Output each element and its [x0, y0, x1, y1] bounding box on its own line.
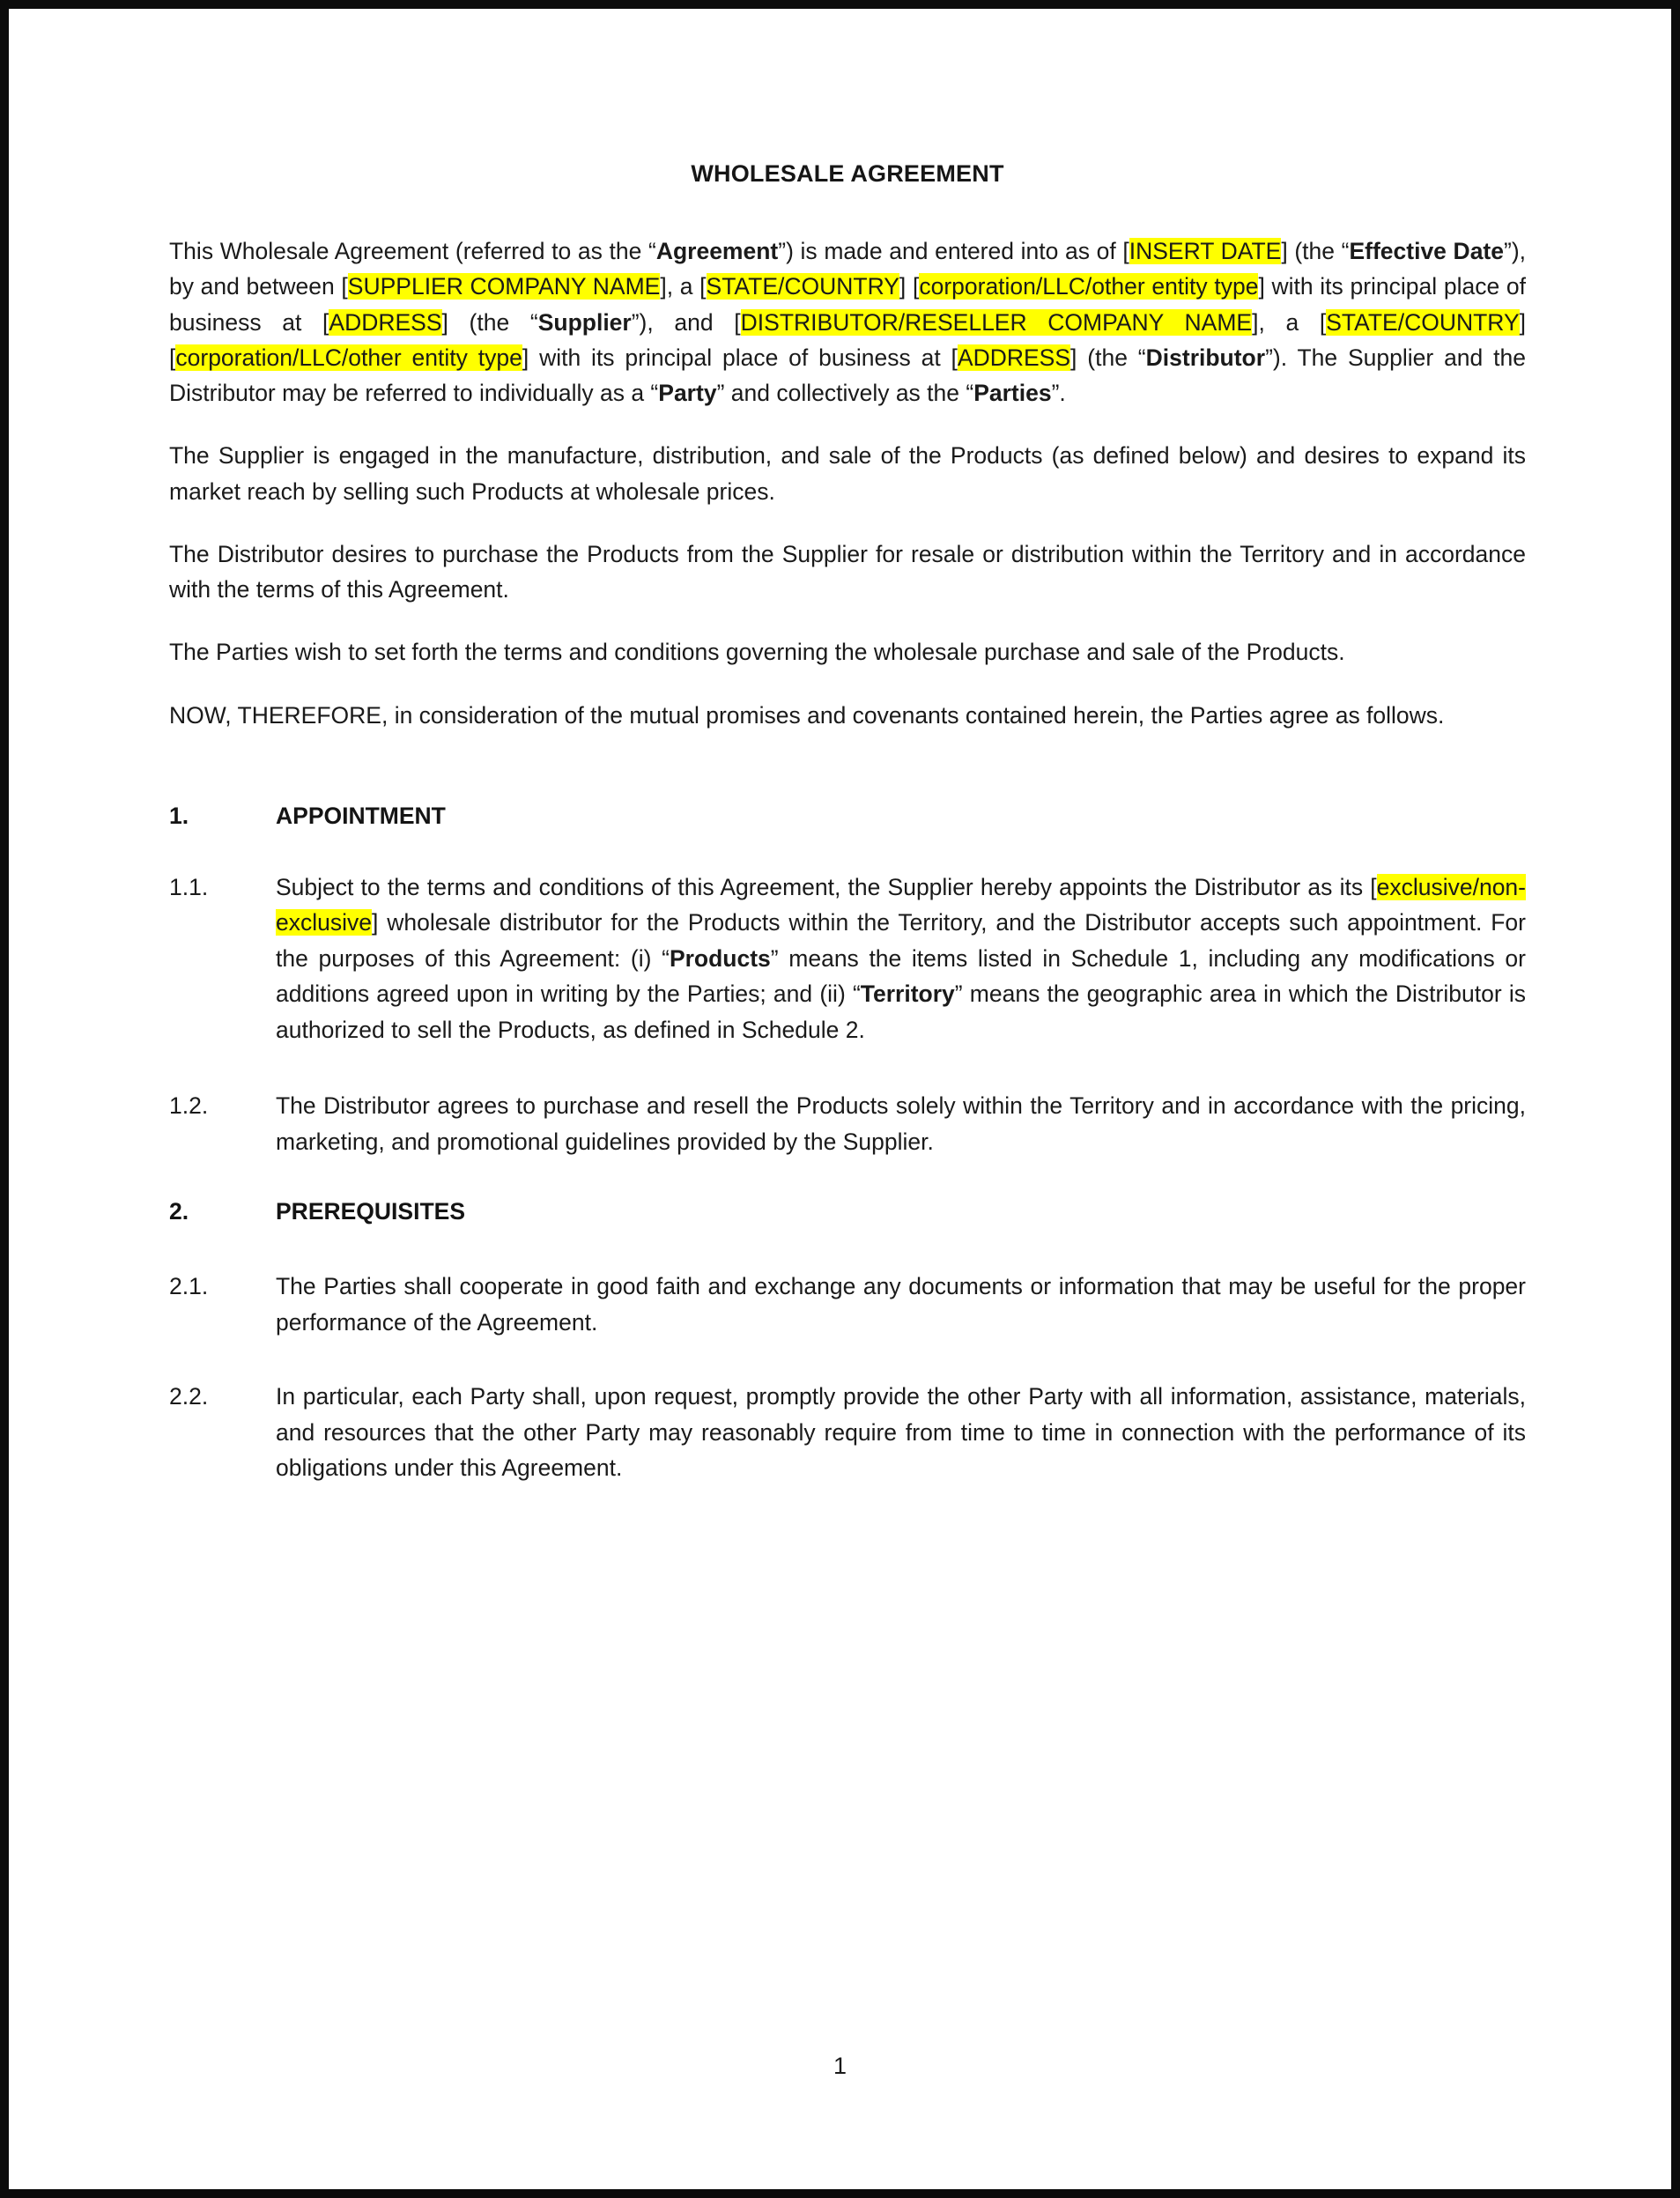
- placeholder-supplier-entity-type[interactable]: corporation/LLC/other entity type: [919, 273, 1259, 300]
- term-parties: Parties: [973, 380, 1052, 407]
- placeholder-distributor-address[interactable]: ADDRESS: [957, 344, 1071, 371]
- spacer-before-clause-1-1: [169, 834, 1526, 870]
- clause-item-2-1: [169, 1269, 1526, 1340]
- preamble-paragraph-3: The Distributor desires to purchase the Products from the Supplier for resale or distribution within the Territory and in accordance with the terms of this Agreement.: [169, 540, 1526, 603]
- clause-number-1: 1.: [169, 802, 189, 829]
- clause-number-2-1: 2.1.: [169, 1273, 209, 1300]
- preamble-paragraph-2: The Supplier is engaged in the manufacture, distribution, and sale of the Products (as defined below) and desires to expand its market reach by selling such Products at wholesale prices.: [169, 442, 1526, 505]
- clause-number-2-2: 2.2.: [169, 1383, 209, 1410]
- page-sheet: [9, 9, 1671, 2189]
- preamble-p1-s12: ] with its principal place of business at [: [522, 344, 958, 371]
- clause-item-1-2: [169, 1088, 1526, 1159]
- preamble-paragraph-4: The Parties wish to set forth the terms and conditions governing the wholesale purchase and sale of the Products.: [169, 639, 1345, 666]
- placeholder-insert-date[interactable]: INSERT DATE: [1129, 238, 1282, 264]
- clause-1-1-s1: Subject to the terms and conditions of this Agreement, the Supplier hereby appoints the Distributor as its [: [276, 873, 1377, 900]
- preamble-paragraph-1: [169, 233, 1526, 411]
- preamble-p1-s7: ] with its principal place of business at [: [169, 273, 1526, 336]
- preamble-paragraph-5: NOW, THEREFORE, in consideration of the mutual promises and covenants contained herein, the Parties agree as follows.: [169, 701, 1445, 729]
- clause-text-1-1: [276, 870, 1526, 1048]
- placeholder-distributor-entity-type[interactable]: corporation/LLC/other entity type: [175, 344, 522, 371]
- spacer-before-clause-2-1: [169, 1230, 1526, 1269]
- preamble-p1-s1: This Wholesale Agreement (referred to as the “: [169, 238, 656, 264]
- preamble-p1-s8: ] (the “: [441, 308, 538, 336]
- clause-1-1-s3: ” means the items listed in Schedule 1, including any modifications or additions agreed upon in writing by the Parties; and (ii) “: [276, 944, 1526, 1008]
- preamble-p1-s5: ], a [: [660, 273, 707, 300]
- preamble-p1-s16: ”.: [1051, 380, 1066, 407]
- placeholder-supplier-state-country[interactable]: STATE/COUNTRY: [706, 273, 899, 300]
- term-effective-date: Effective Date: [1349, 238, 1504, 264]
- spacer-before-clause-1: [169, 760, 1526, 799]
- preamble-p1-s4: ”), by and between [: [169, 238, 1527, 300]
- clause-text-2-1: The Parties shall cooperate in good faith and exchange any documents or information that may be useful for the proper performance of the Agreement.: [276, 1273, 1526, 1336]
- term-supplier: Supplier: [537, 308, 632, 336]
- term-party: Party: [658, 380, 717, 407]
- placeholder-exclusivity[interactable]: exclusive/non-exclusive: [276, 873, 1526, 936]
- page-title: WHOLESALE AGREEMENT: [691, 160, 1004, 187]
- clause-heading-2: [169, 1195, 1526, 1230]
- clause-item-1-1: [169, 870, 1526, 1048]
- preamble-p1-s6: ] [: [899, 273, 920, 300]
- preamble-p1-s15: ” and collectively as the “: [716, 380, 974, 407]
- clause-heading-1: [169, 799, 1526, 834]
- clause-text-1-2: The Distributor agrees to purchase and resell the Products solely within the Territory and in accordance with the pricing, marketing, and promotional guidelines provided by the Supplier.: [276, 1092, 1526, 1155]
- clause-number-1-1: 1.1.: [169, 873, 209, 900]
- term-territory: Territory: [860, 981, 955, 1008]
- clause-title-prerequisites: PREREQUISITES: [276, 1198, 465, 1225]
- document-content: [169, 160, 1526, 1486]
- preamble-p1-s11: ] [: [169, 308, 1527, 371]
- term-products: Products: [669, 944, 771, 972]
- term-agreement: Agreement: [655, 238, 779, 264]
- clause-number-1-2: 1.2.: [169, 1092, 209, 1120]
- clause-1-1-s2: ] wholesale distributor for the Products within the Territory, and the Distributor accepts such appointment. For the purposes of this Agreement: (i) “: [276, 909, 1526, 972]
- spacer-before-clause-2-2: [169, 1340, 1526, 1379]
- preamble-p1-s9: ”), and [: [631, 308, 741, 336]
- spacer-before-clause-1-2: [169, 1047, 1526, 1088]
- page-number: 1: [833, 2053, 847, 2079]
- spacer-before-clause-2: [169, 1159, 1526, 1195]
- placeholder-supplier-address[interactable]: ADDRESS: [329, 308, 442, 336]
- preamble-p1-s10: ], a [: [1252, 308, 1327, 336]
- preamble-p1-s14: ”). The Supplier and the Distributor may be referred to individually as a “: [169, 344, 1526, 407]
- placeholder-distributor-company-name[interactable]: DISTRIBUTOR/RESELLER COMPANY NAME: [740, 308, 1253, 336]
- preamble-p1-s13: ] (the “: [1070, 344, 1146, 371]
- term-distributor: Distributor: [1145, 344, 1266, 371]
- clause-item-2-2: [169, 1379, 1526, 1486]
- clause-1-1-s4: ” means the geographic area in which the Distributor is authorized to sell the Products, as defined in Schedule 2.: [276, 981, 1526, 1043]
- clause-title-appointment: APPOINTMENT: [276, 802, 446, 829]
- placeholder-supplier-company-name[interactable]: SUPPLIER COMPANY NAME: [347, 273, 661, 300]
- preamble-p1-s2: ”) is made and entered into as of [: [778, 238, 1129, 264]
- placeholder-distributor-state-country[interactable]: STATE/COUNTRY: [1326, 308, 1520, 336]
- preamble-p1-s3: ] (the “: [1281, 238, 1350, 264]
- clause-number-2: 2.: [169, 1198, 189, 1225]
- clause-text-2-2: In particular, each Party shall, upon request, promptly provide the other Party with all information, assistance, materials, and resources that the other Party may reasonably require from time to time in connection with the performance of its obligations under this Agreement.: [276, 1383, 1526, 1482]
